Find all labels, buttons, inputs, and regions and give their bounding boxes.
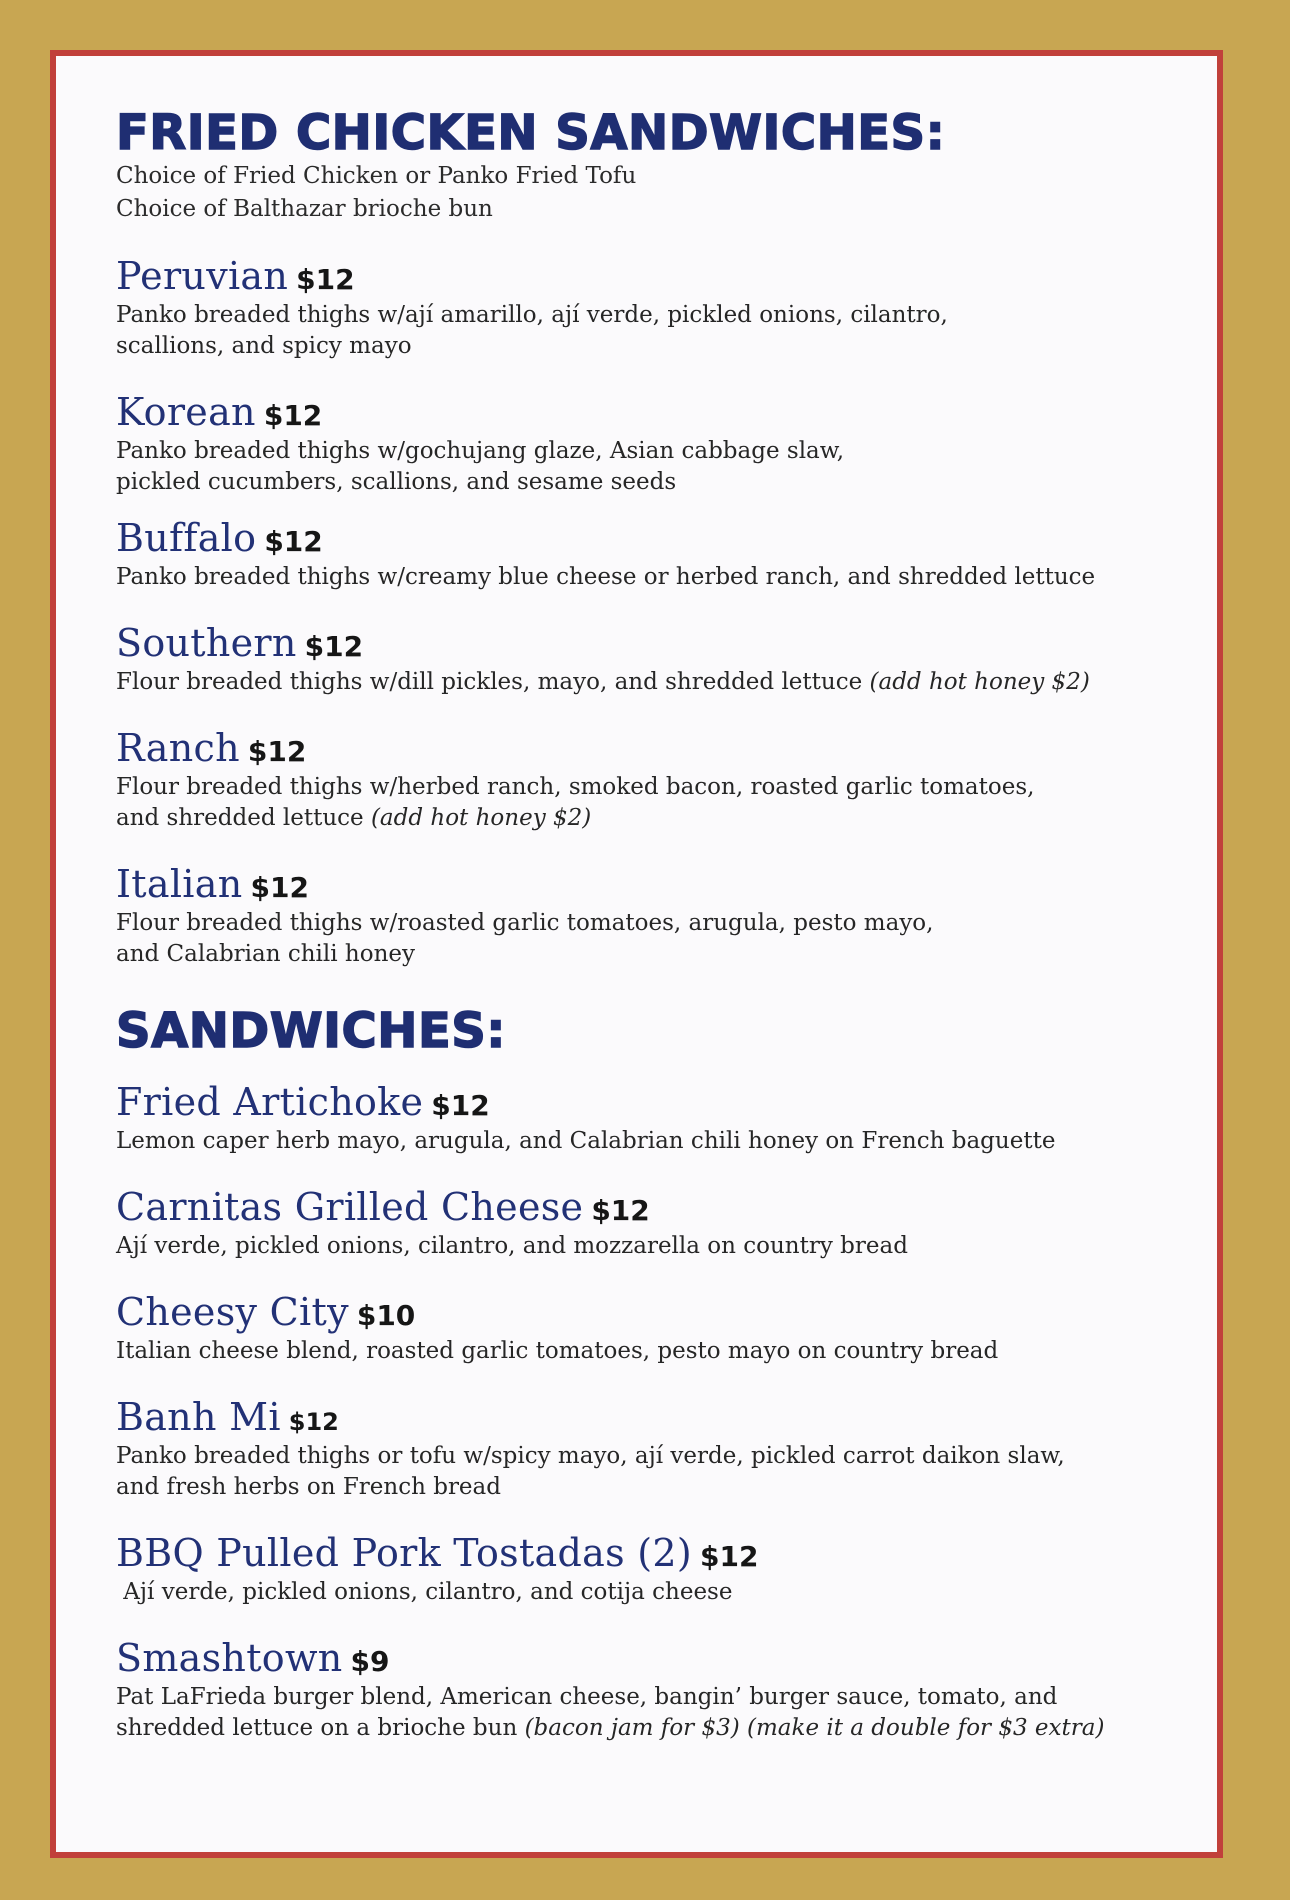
- menu-item: [116, 1290, 1177, 1367]
- item-description: Flour breaded thighs w/herbed ranch, smoked bacon, roasted garlic tomatoes, and shredded lettuce (add hot honey $2): [116, 774, 1035, 831]
- item-note: (bacon jam for $3) (make it a double for $3 extra): [524, 1715, 1105, 1741]
- fried-chicken-title: FRIED CHICKEN SANDWICHES:: [116, 105, 946, 161]
- item-name: Cheesy City: [116, 1290, 349, 1334]
- item-price: $12: [247, 735, 307, 768]
- item-name: Italian: [116, 862, 243, 906]
- item-description: Ají verde, pickled onions, cilantro, and cotija cheese: [116, 1579, 733, 1605]
- menu-item: [116, 726, 1177, 834]
- item-description: Panko breaded thighs w/gochujang glaze, Asian cabbage slaw, pickled cucumbers, scallions, and sesame seeds: [116, 438, 845, 495]
- item-description: Flour breaded thighs w/roasted garlic tomatoes, arugula, pesto mayo, and Calabrian chili honey: [116, 910, 934, 967]
- item-description: Panko breaded thighs or tofu w/spicy mayo, ají verde, pickled carrot daikon slaw, and fresh herbs on French bread: [116, 1443, 1065, 1500]
- menu-card: [50, 50, 1223, 1858]
- sandwiches-section: [116, 1004, 1177, 1744]
- item-price: $12: [591, 1194, 650, 1227]
- menu-item: [116, 1080, 1177, 1157]
- menu-item: [116, 1531, 1177, 1608]
- item-name: Peruvian: [116, 254, 289, 298]
- item-price: $12: [264, 525, 323, 558]
- item-note: (add hot honey $2): [370, 805, 592, 831]
- item-description: Panko breaded thighs w/creamy blue cheese or herbed ranch, and shredded lettuce: [116, 564, 1096, 590]
- menu-item: [116, 1185, 1177, 1262]
- item-description: Pat LaFrieda burger blend, American cheese, bangin’ burger sauce, tomato, and shredded lettuce on a brioche bun (bacon jam for $3) (make it a double for $3 extra): [116, 1684, 1105, 1741]
- protein-choice-line: Choice of Fried Chicken or Panko Fried Tofu: [116, 163, 637, 189]
- item-name: Buffalo: [116, 516, 257, 560]
- item-description: Italian cheese blend, roasted garlic tomatoes, pesto mayo on country bread: [116, 1338, 999, 1364]
- menu-content: [116, 106, 1177, 1744]
- item-price: $12: [288, 1408, 339, 1436]
- menu-item: [116, 1636, 1177, 1744]
- item-description: Ají verde, pickled onions, cilantro, and mozzarella on country bread: [116, 1233, 908, 1259]
- item-name: Ranch: [116, 726, 240, 770]
- fried-chicken-section: [116, 106, 1177, 970]
- item-name: Fried Artichoke: [116, 1080, 424, 1124]
- item-price: $12: [263, 399, 323, 432]
- menu-item: [116, 621, 1177, 698]
- item-name: Smashtown: [116, 1636, 343, 1680]
- bun-choice-line: Choice of Balthazar brioche bun: [116, 196, 493, 222]
- item-price: $12: [296, 263, 355, 296]
- item-name: Banh Mi: [116, 1395, 281, 1439]
- menu-item: [116, 862, 1177, 970]
- item-price: $10: [356, 1299, 416, 1332]
- item-name: Carnitas Grilled Cheese: [116, 1185, 584, 1229]
- sandwiches-title: SANDWICHES:: [116, 1003, 506, 1059]
- item-description: Lemon caper herb mayo, arugula, and Calabrian chili honey on French baguette: [116, 1128, 1056, 1154]
- item-name: Southern: [116, 621, 297, 665]
- item-description: Panko breaded thighs w/ají amarillo, ají verde, pickled onions, cilantro, scallions, and spicy mayo: [116, 302, 948, 359]
- menu-item: [116, 1395, 1177, 1503]
- item-note: (add hot honey $2): [869, 669, 1090, 695]
- item-price: $12: [431, 1089, 490, 1122]
- item-price: $12: [250, 871, 309, 904]
- item-price: $12: [700, 1540, 759, 1573]
- item-name: Korean: [116, 390, 256, 434]
- item-name: BBQ Pulled Pork Tostadas (2): [116, 1531, 692, 1575]
- menu-item: [116, 516, 1177, 593]
- item-description: Flour breaded thighs w/dill pickles, mayo, and shredded lettuce (add hot honey $2): [116, 669, 1090, 695]
- menu-item: [116, 254, 1177, 362]
- item-price: $12: [304, 630, 364, 663]
- menu-item: [116, 390, 1177, 498]
- item-price: $9: [350, 1645, 390, 1678]
